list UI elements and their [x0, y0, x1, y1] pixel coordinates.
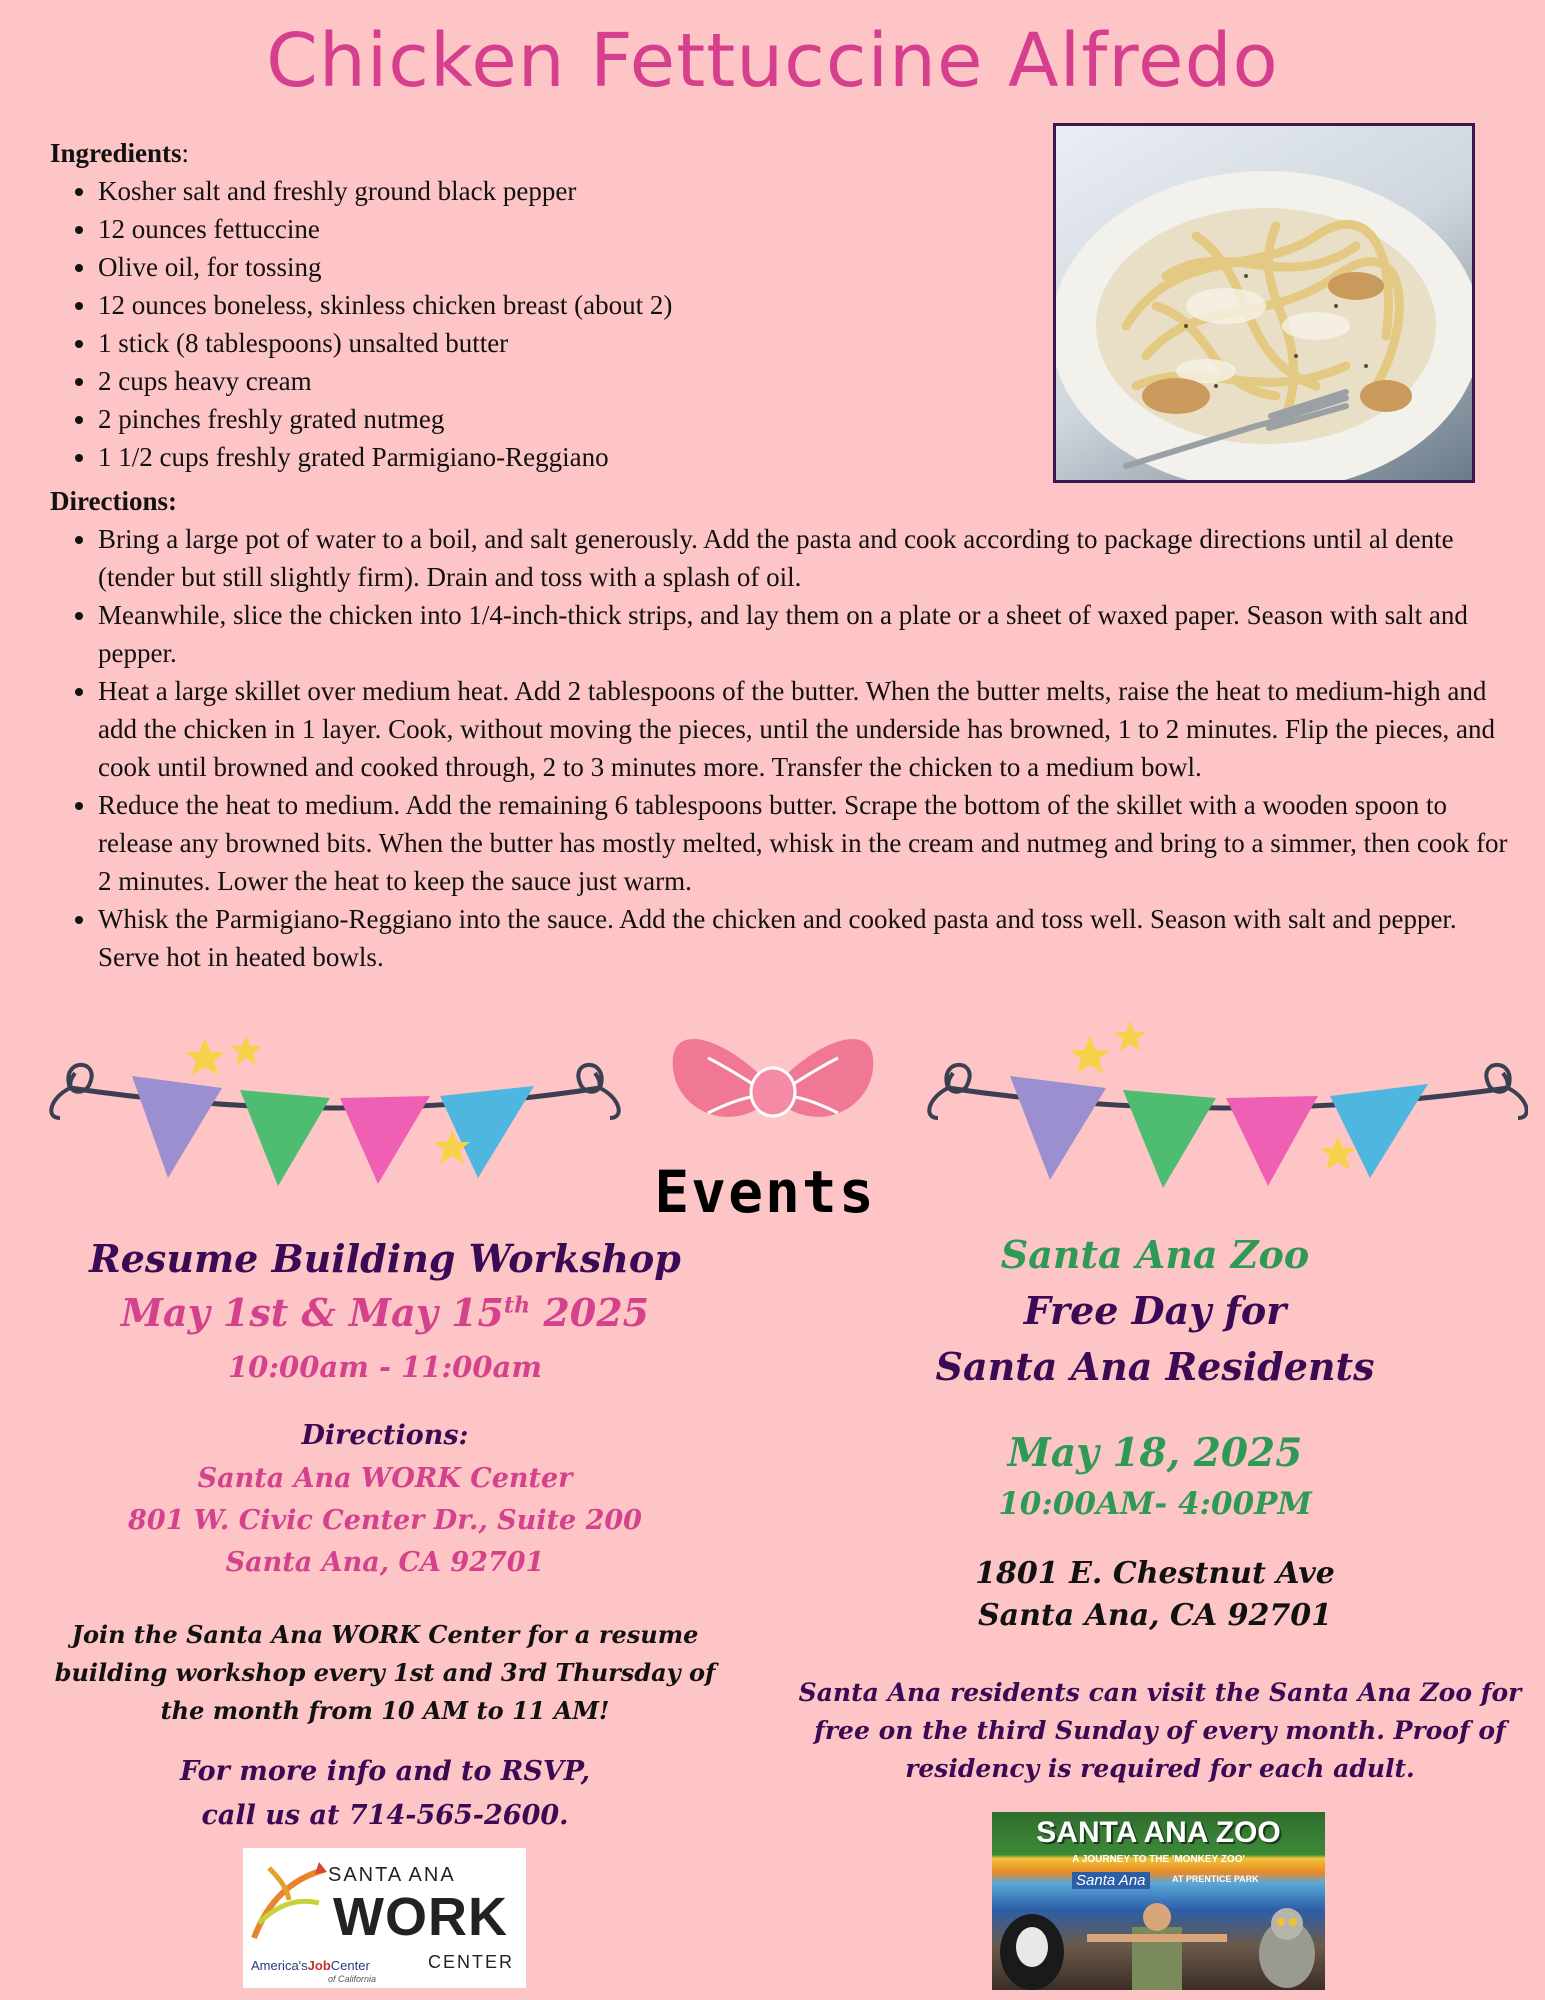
- list-item: • 2 pinches freshly grated nutmeg: [98, 400, 1078, 438]
- list-item: • Olive oil, for tossing: [98, 248, 1078, 286]
- bow-decoration: [668, 1028, 878, 1148]
- workshop-title: Resume Building Workshop: [89, 1236, 681, 1281]
- list-item: • Whisk the Parmigiano-Reggiano into the sauce. Add the chicken and cooked pasta and toss well. Season with salt and pepper. Serve hot in heated bowls.: [98, 900, 1518, 976]
- list-item: • Kosher salt and freshly ground black pepper: [98, 172, 1078, 210]
- zoo-subtitle-line1: Free Day for: [1023, 1288, 1287, 1333]
- zoo-animals-illustration: [992, 1892, 1325, 1990]
- workshop-rsvp-line1: For more info and to RSVP,: [179, 1756, 590, 1787]
- zoo-description: Santa Ana residents can visit the Santa Ana Zoo for free on the third Sunday of every month. Proof of residency is required for each adult.: [798, 1678, 1522, 1783]
- zoo-time: 10:00AM- 4:00PM: [998, 1486, 1312, 1522]
- list-item: • 12 ounces fettuccine: [98, 210, 1078, 248]
- list-item: • Meanwhile, slice the chicken into 1/4-inch-thick strips, and lay them on a plate or a sheet of waxed paper. Season with salt and pepper.: [98, 596, 1518, 672]
- page-title: Chicken Fettuccine Alfredo: [266, 18, 1279, 104]
- work-logo-line3: CENTER: [428, 1952, 515, 1972]
- work-logo-line1: SANTA ANA: [328, 1864, 456, 1886]
- work-logo-tagline: America'sJobCenter: [251, 1958, 370, 1973]
- workshop-rsvp-phone: call us at 714-565-2600.: [201, 1800, 569, 1831]
- zoo-title: Santa Ana Zoo: [1000, 1232, 1310, 1277]
- workshop-date: May 1st & May 15th 2025: [120, 1290, 650, 1335]
- workshop-address-line1: 801 W. Civic Center Dr., Suite 200: [128, 1505, 642, 1536]
- workshop-directions-label: Directions:: [301, 1420, 469, 1451]
- bunting-right-decoration: [918, 1008, 1528, 1198]
- work-center-logo: [243, 1848, 526, 1988]
- zoo-subtitle-line2: Santa Ana Residents: [935, 1344, 1375, 1389]
- list-item: • 1 stick (8 tablespoons) unsalted butter: [98, 324, 1078, 362]
- zoo-logo-title: SANTA ANA ZOO: [1036, 1816, 1281, 1849]
- directions-heading: Directions:: [50, 486, 177, 516]
- recipe-section: [50, 134, 1508, 980]
- ingredients-heading: Ingredients:: [50, 138, 190, 168]
- bunting-left-decoration: [40, 1038, 630, 1198]
- events-heading: Events: [654, 1158, 876, 1226]
- list-item: • 12 ounces boneless, skinless chicken breast (about 2): [98, 286, 1078, 324]
- list-item: • 1 1/2 cups freshly grated Parmigiano-Reggiano: [98, 438, 1078, 476]
- list-item: • Heat a large skillet over medium heat. Add 2 tablespoons of the butter. When the butter melts, raise the heat to medium-high and add the chicken in 1 layer. Cook, without moving the pieces, until the underside has browned, 1 to 2 minutes. Flip the pieces, and cook until browned and cooked through, 2 to 3 minutes more. Transfer the chicken to a medium bowl.: [98, 672, 1518, 786]
- zoo-logo-tagline: A JOURNEY TO THE 'MONKEY ZOO': [1072, 1854, 1245, 1865]
- list-item: • 2 cups heavy cream: [98, 362, 1078, 400]
- workshop-place: Santa Ana WORK Center: [197, 1463, 573, 1494]
- zoo-date: May 18, 2025: [1007, 1430, 1303, 1476]
- zoo-address-line2: Santa Ana, CA 92701: [977, 1598, 1333, 1633]
- zoo-address-line1: 1801 E. Chestnut Ave: [975, 1556, 1335, 1591]
- santa-ana-zoo-logo: [992, 1812, 1325, 1990]
- zoo-logo-park: AT PRENTICE PARK: [1172, 1874, 1259, 1884]
- work-logo-subtag: of California: [328, 1974, 377, 1984]
- swoosh-icon: [249, 1858, 329, 1943]
- directions-list: [50, 520, 1518, 976]
- zoo-logo-script: Santa Ana: [1072, 1872, 1150, 1889]
- workshop-address-line2: Santa Ana, CA 92701: [225, 1547, 545, 1578]
- list-item: • Bring a large pot of water to a boil, and salt generously. Add the pasta and cook according to package directions until al dente (tender but still slightly firm). Drain and toss with a splash of oil.: [98, 520, 1518, 596]
- work-logo-line2: WORK: [333, 1887, 508, 1947]
- workshop-time: 10:00am - 11:00am: [227, 1350, 542, 1384]
- list-item: • Reduce the heat to medium. Add the remaining 6 tablespoons butter. Scrape the bottom of the skillet with a wooden spoon to release any browned bits. When the butter has mostly melted, whisk in the cream and nutmeg and bring to a simmer, then cook for 2 minutes. Lower the heat to keep the sauce just warm.: [98, 786, 1518, 900]
- ingredients-list: [50, 172, 1078, 476]
- workshop-description: Join the Santa Ana WORK Center for a resume building workshop every 1st and 3rd Thursday of the month from 10 AM to 11 AM!: [54, 1620, 716, 1725]
